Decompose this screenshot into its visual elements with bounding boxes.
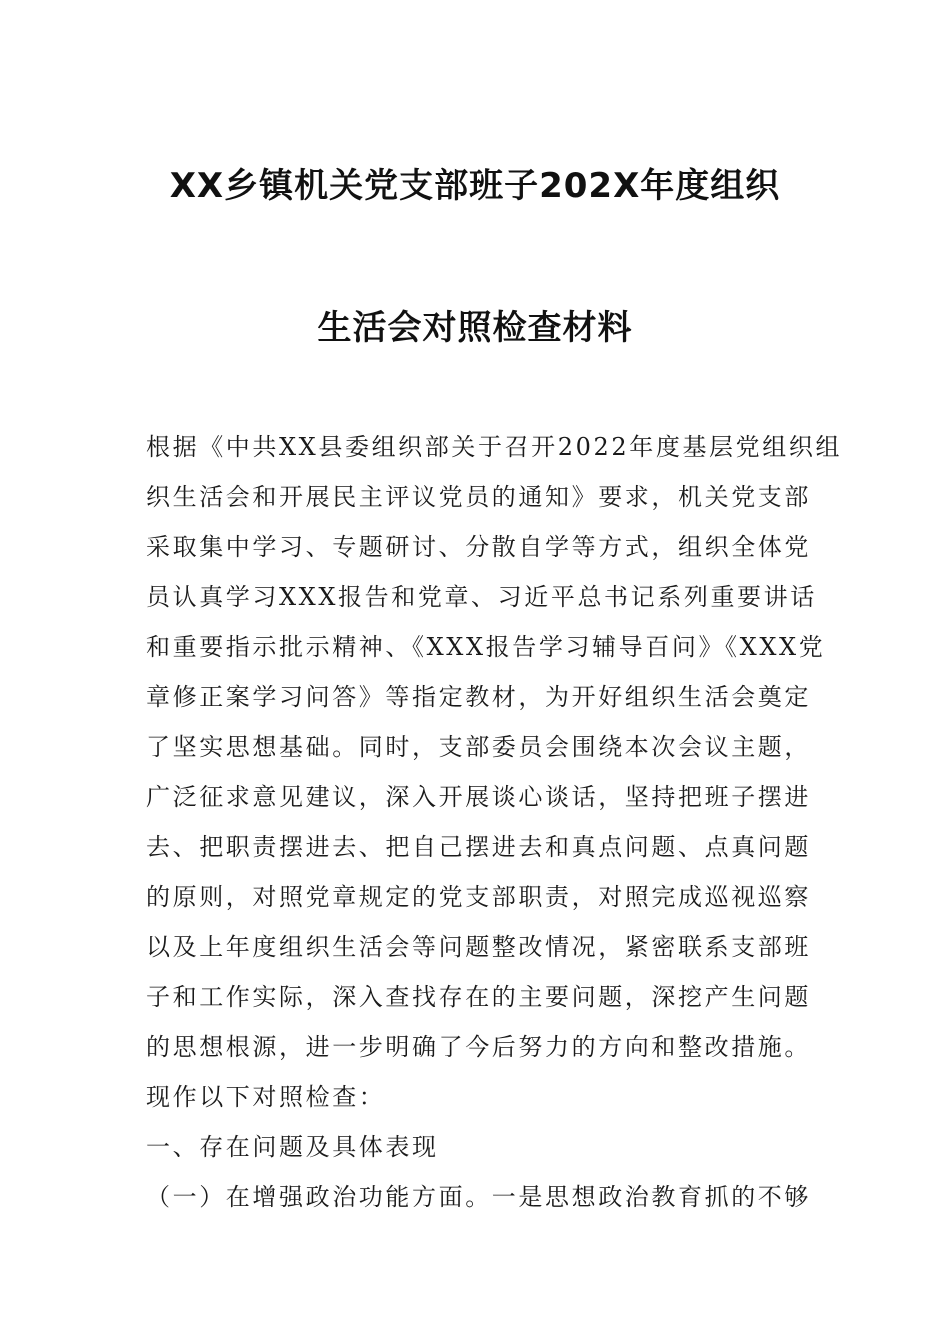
paragraph-line: 以及上年度组织生活会等问题整改情况，紧密联系支部班 [146, 933, 811, 961]
paragraph-line: 子和工作实际，深入查找存在的主要问题，深挖产生问题 [146, 983, 811, 1011]
paragraph-line: 员认真学习XXX报告和党章、习近平总书记系列重要讲话 [146, 583, 817, 611]
subsection-line: （一）在增强政治功能方面。一是思想政治教育抓的不够 [146, 1183, 811, 1211]
paragraph-line: 广泛征求意见建议，深入开展谈心谈话，坚持把班子摆进 [146, 783, 811, 811]
paragraph-line: 的思想根源，进一步明确了今后努力的方向和整改措施。 [146, 1033, 811, 1061]
document-title-line-2: 生活会对照检查材料 [317, 308, 633, 348]
paragraph-line: 采取集中学习、专题研讨、分散自学等方式，组织全体党 [146, 533, 811, 561]
paragraph-line: 章修正案学习问答》等指定教材，为开好组织生活会奠定 [146, 683, 811, 711]
paragraph-line: 去、把职责摆进去、把自己摆进去和真点问题、点真问题 [146, 833, 811, 861]
document-title-line-1: XX乡镇机关党支部班子202X年度组织 [169, 166, 781, 206]
paragraph-line: 和重要指示批示精神、《XXX报告学习辅导百问》《XXX党 [146, 633, 826, 661]
section-heading: 一、存在问题及具体表现 [146, 1133, 439, 1161]
paragraph-line: 现作以下对照检查： [146, 1083, 386, 1111]
paragraph-line: 了坚实思想基础。同时，支部委员会围绕本次会议主题， [146, 733, 811, 761]
paragraph-line: 织生活会和开展民主评议党员的通知》要求，机关党支部 [146, 483, 811, 511]
paragraph-line: 根据《中共XX县委组织部关于召开2022年度基层党组织组 [146, 433, 843, 461]
paragraph-line: 的原则，对照党章规定的党支部职责，对照完成巡视巡察 [146, 883, 811, 911]
